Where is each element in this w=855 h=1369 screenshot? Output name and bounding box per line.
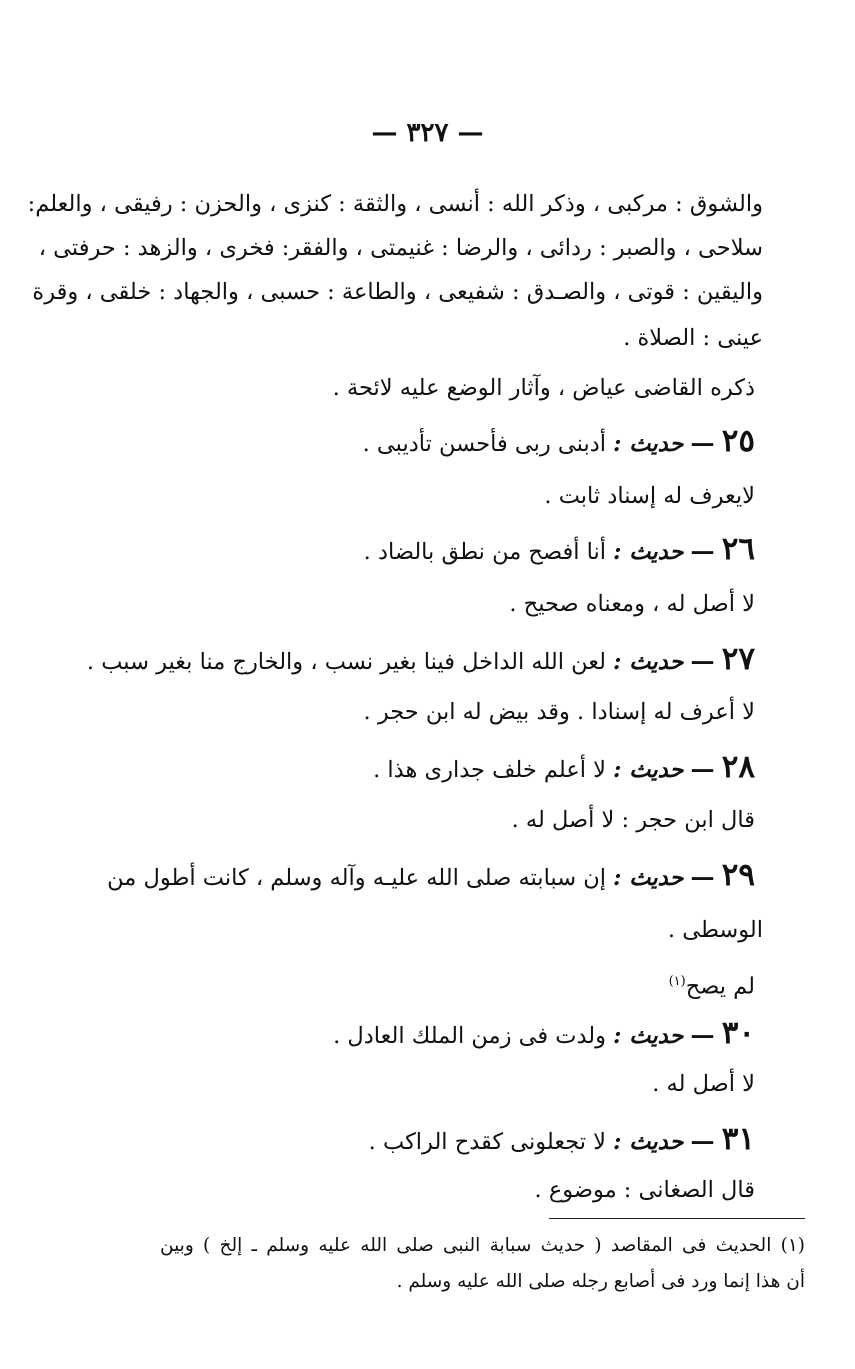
entry-dash: — <box>690 646 715 675</box>
entry-dash: — <box>690 754 715 783</box>
entry-number: ٢٥ <box>721 423 755 459</box>
entry-number: ٣٠ <box>721 1015 755 1051</box>
hadith-comment-26: لا أصل له ، ومعناه صحيح . <box>509 591 755 617</box>
entry-dash: — <box>690 428 715 457</box>
hadith-keyword: حديث : <box>613 1023 684 1049</box>
hadith-entry-31 <box>369 1118 755 1163</box>
hadith-keyword: حديث : <box>613 539 684 565</box>
entry-dash: — <box>690 1126 715 1155</box>
hadith-comment-25: لايعرف له إسناد ثابت . <box>544 483 755 509</box>
hadith-text: لا أعلم خلف جدارى هذا . <box>373 757 606 783</box>
hadith-keyword: حديث : <box>613 865 684 891</box>
hadith-text: لا تجعلونى كقدح الراكب . <box>368 1129 606 1155</box>
hadith-text: إن سبابته صلى الله عليـه وآله وسلم ، كانت أطول من <box>107 865 606 891</box>
hadith-comment-30: لا أصل له . <box>652 1071 755 1097</box>
hadith-text-continued-29: الوسطى . <box>667 917 763 943</box>
intro-line-4: عينى : الصلاة . <box>623 325 763 351</box>
hadith-keyword: حديث : <box>613 757 684 783</box>
entry-number: ٣١ <box>721 1121 755 1157</box>
hadith-text: أدبنى ربى فأحسن تأديبى . <box>362 431 606 457</box>
hadith-entry-25 <box>363 420 755 465</box>
hadith-entry-28 <box>373 746 755 791</box>
entry-number: ٢٨ <box>721 749 755 785</box>
hadith-keyword: حديث : <box>613 431 684 457</box>
hadith-comment-27: لا أعرف له إسنادا . وقد بيض له ابن حجر . <box>363 699 755 725</box>
page-number: — ٣٢٧ — <box>371 118 484 148</box>
entry-dash: — <box>690 862 715 891</box>
entry-dash: — <box>690 1020 715 1049</box>
hadith-keyword: حديث : <box>613 649 684 675</box>
hadith-text: لعن الله الداخل فينا بغير نسب ، والخارج منا بغير سبب . <box>86 649 606 675</box>
hadith-keyword: حديث : <box>613 1129 684 1155</box>
hadith-entry-26 <box>364 528 755 573</box>
footnote-separator <box>549 1218 805 1219</box>
hadith-entry-30 <box>333 1012 755 1057</box>
hadith-comment-28: قال ابن حجر : لا أصل له . <box>511 807 755 833</box>
footnote-reference: (١) <box>668 974 686 989</box>
entry-dash: — <box>690 536 715 565</box>
intro-note: ذكره القاضى عياض ، وآثار الوضع عليه لائحة . <box>332 375 755 401</box>
hadith-entry-29 <box>107 854 755 899</box>
hadith-text: ولدت فى زمن الملك العادل . <box>333 1023 606 1049</box>
hadith-entry-27 <box>86 638 755 683</box>
footnote-line-1: (١) الحديث فى المقاصد ( حديث سبابة النبى صلى الله عليه وسلم ـ إلخ ) وبين <box>160 1235 805 1256</box>
entry-number: ٢٩ <box>721 857 755 893</box>
hadith-comment-31: قال الصغانى : موضوع . <box>534 1177 755 1203</box>
entry-number: ٢٦ <box>721 531 755 567</box>
hadith-comment-29 <box>669 962 755 1007</box>
entry-number: ٢٧ <box>721 641 755 677</box>
intro-line-2: سلاحى ، والصبر : ردائى ، والرضا : غنيمتى ، والفقر: فخرى ، والزهد : حرفتى ، <box>38 235 763 261</box>
footnote-line-2: أن هذا إنما ورد فى أصابع رجله صلى الله عليه وسلم . <box>396 1271 805 1292</box>
intro-line-3: واليقين : قوتى ، والصـدق : شفيعى ، والطاعة : حسبى ، والجهاد : خلقى ، وقرة <box>32 279 763 305</box>
hadith-text: أنا أفصح من نطق بالضاد . <box>363 539 606 565</box>
comment-text: لم يصح <box>685 973 755 1000</box>
intro-line-1: والشوق : مركبى ، وذكر الله : أنسى ، والثقة : كنزى ، والحزن : رفيقى ، والعلم: <box>27 191 763 217</box>
